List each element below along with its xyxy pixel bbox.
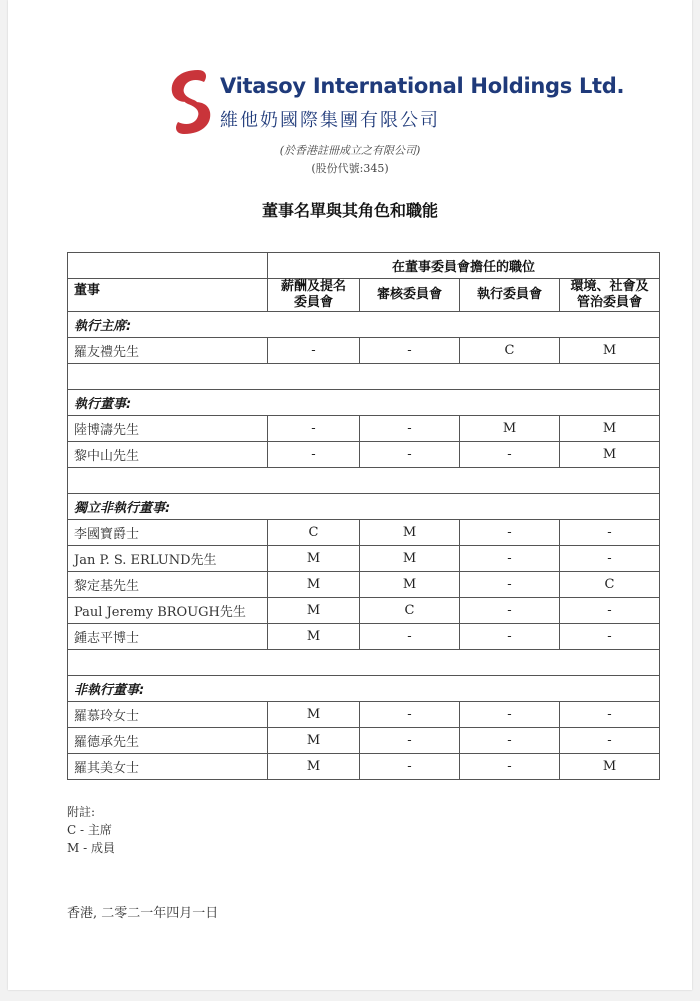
director-name: 陸博濤先生 xyxy=(68,416,268,442)
director-name: 羅德承先生 xyxy=(68,728,268,754)
document-page xyxy=(8,0,692,990)
section-spacer xyxy=(68,468,660,494)
column-header-label: 薪酬及提名 委員會 xyxy=(280,279,346,310)
director-name: 羅慕玲女士 xyxy=(68,702,268,728)
column-header-remuneration xyxy=(268,279,360,312)
committee-role-cell: - xyxy=(460,702,560,728)
table-row xyxy=(68,598,660,624)
column-header-audit xyxy=(360,279,460,312)
category-label: 執行主席: xyxy=(68,312,660,338)
committee-role-cell: C xyxy=(268,520,360,546)
committee-role-cell: - xyxy=(560,702,660,728)
director-name: 黎定基先生 xyxy=(68,572,268,598)
committee-role-cell: - xyxy=(460,442,560,468)
spacer-cell xyxy=(68,364,660,390)
director-name: 羅其美女士 xyxy=(68,754,268,780)
note-item: C - 主席 xyxy=(67,823,112,837)
committee-role-cell: M xyxy=(268,598,360,624)
committee-role-cell: M xyxy=(560,338,660,364)
committee-role-cell: - xyxy=(460,520,560,546)
note-item: M - 成員 xyxy=(67,841,115,855)
column-header-label: 審核委員會 xyxy=(376,287,442,302)
committee-role-cell: - xyxy=(560,520,660,546)
committee-role-cell: - xyxy=(460,728,560,754)
column-header-label: 執行委員會 xyxy=(476,287,542,302)
committee-role-cell: - xyxy=(268,442,360,468)
committee-role-cell: - xyxy=(460,624,560,650)
document-title: 董事名單與其角色和職能 xyxy=(261,201,438,220)
committee-role-cell: - xyxy=(460,754,560,780)
committee-role-cell: M xyxy=(268,624,360,650)
column-header-label: 環境、社會及 管治委員會 xyxy=(570,279,649,310)
committee-role-cell: - xyxy=(360,754,460,780)
committee-role-cell: - xyxy=(560,728,660,754)
director-name: 李國寶爵士 xyxy=(68,520,268,546)
committee-role-cell: M xyxy=(360,520,460,546)
column-header-executive xyxy=(460,279,560,312)
director-name: 黎中山先生 xyxy=(68,442,268,468)
directors-table xyxy=(67,252,660,780)
director-column-header: 董事 xyxy=(68,279,268,312)
committee-role-cell: - xyxy=(460,598,560,624)
committee-group-header: 在董事委員會擔任的職位 xyxy=(268,253,660,279)
table-header-blank xyxy=(68,253,268,279)
table-row xyxy=(68,728,660,754)
table-row xyxy=(68,702,660,728)
committee-role-cell: - xyxy=(360,624,460,650)
table-row xyxy=(68,624,660,650)
committee-role-cell: - xyxy=(360,442,460,468)
spacer-cell xyxy=(68,468,660,494)
committee-role-cell: M xyxy=(268,728,360,754)
committee-role-cell: C xyxy=(360,598,460,624)
table-row xyxy=(68,416,660,442)
director-name: 羅友禮先生 xyxy=(68,338,268,364)
spacer-cell xyxy=(68,650,660,676)
category-row xyxy=(68,312,660,338)
table-row xyxy=(68,572,660,598)
committee-role-cell: M xyxy=(268,572,360,598)
director-name: Paul Jeremy BROUGH先生 xyxy=(68,598,268,624)
notes xyxy=(67,803,115,857)
incorporation-note: (於香港註冊成立之有限公司) xyxy=(279,144,421,157)
committee-role-cell: M xyxy=(560,754,660,780)
committee-role-cell: - xyxy=(360,338,460,364)
committee-role-cell: M xyxy=(360,572,460,598)
committee-role-cell: M xyxy=(360,546,460,572)
company-logo xyxy=(168,66,625,138)
committee-role-cell: M xyxy=(460,416,560,442)
category-row xyxy=(68,676,660,702)
stock-code: (股份代號:345) xyxy=(311,162,389,175)
committee-role-cell: C xyxy=(460,338,560,364)
committee-role-cell: - xyxy=(560,624,660,650)
committee-role-cell: - xyxy=(360,416,460,442)
notes-heading: 附註: xyxy=(67,805,96,819)
committee-role-cell: - xyxy=(560,546,660,572)
company-name-zh: 維他奶國際集團有限公司 xyxy=(220,110,440,131)
committee-role-cell: - xyxy=(360,728,460,754)
company-name-en: Vitasoy International Holdings Ltd. xyxy=(220,74,625,98)
committee-role-cell: M xyxy=(268,754,360,780)
committee-role-cell: - xyxy=(460,546,560,572)
director-name: 鍾志平博士 xyxy=(68,624,268,650)
director-name: Jan P. S. ERLUND先生 xyxy=(68,546,268,572)
committee-role-cell: - xyxy=(268,416,360,442)
column-header-esg xyxy=(560,279,660,312)
category-label: 非執行董事: xyxy=(68,676,660,702)
committee-role-cell: M xyxy=(560,442,660,468)
table-row xyxy=(68,754,660,780)
committee-role-cell: C xyxy=(560,572,660,598)
section-spacer xyxy=(68,364,660,390)
committee-role-cell: - xyxy=(360,702,460,728)
document-date: 香港, 二零二一年四月一日 xyxy=(67,906,219,921)
committee-role-cell: - xyxy=(560,598,660,624)
table-row xyxy=(68,520,660,546)
category-row xyxy=(68,390,660,416)
committee-role-cell: M xyxy=(560,416,660,442)
table-row xyxy=(68,546,660,572)
table-body xyxy=(68,312,660,780)
category-row xyxy=(68,494,660,520)
category-label: 執行董事: xyxy=(68,390,660,416)
table-row xyxy=(68,338,660,364)
committee-role-cell: M xyxy=(268,702,360,728)
table-row xyxy=(68,442,660,468)
section-spacer xyxy=(68,650,660,676)
committee-role-cell: - xyxy=(460,572,560,598)
category-label: 獨立非執行董事: xyxy=(68,494,660,520)
vitasoy-logo-mark-icon xyxy=(168,68,214,136)
committee-role-cell: - xyxy=(268,338,360,364)
committee-role-cell: M xyxy=(268,546,360,572)
